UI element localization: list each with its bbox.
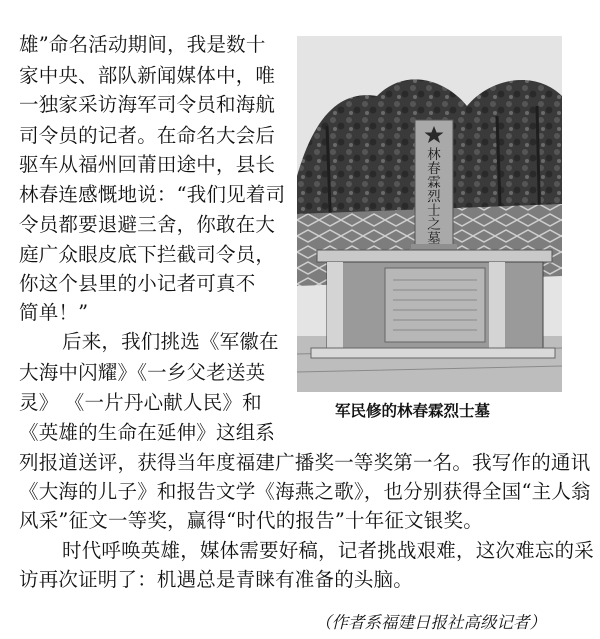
article-line-15: 列报道送评，获得当年度福建广播奖一等奖第一名。我写作的通讯	[19, 451, 591, 474]
article-line-14: 《英雄的生命在延伸》这组系	[19, 421, 276, 444]
article-line-13: 灵》 《一片丹心献人民》和	[19, 391, 262, 414]
article-line-5: 驱车从福州回莆田途中，县长	[19, 153, 276, 176]
monument-inscription: 林春霖烈士之墓	[427, 147, 441, 247]
article-line-11: 后来，我们挑选《军徽在	[62, 330, 279, 353]
article-line-7: 令员都要退避三舍，你敢在大	[19, 213, 276, 236]
memorial-photo	[297, 36, 562, 392]
author-byline: （作者系福建日报社高级记者）	[315, 613, 546, 632]
article-line-3: 一独家采访海军司令员和海航	[19, 93, 276, 116]
article-line-19: 访再次证明了：机遇总是青睐有准备的头脑。	[19, 568, 414, 591]
article-line-2: 家中央、部队新闻媒体中，唯	[19, 64, 276, 87]
article-line-1: 雄”命名活动期间，我是数十	[19, 33, 266, 56]
article-line-10: 简单！”	[19, 301, 89, 324]
article-line-8: 庭广众眼皮底下拦截司令员，	[19, 243, 276, 266]
article-line-12: 大海中闪耀》《一乡父老送英	[19, 361, 266, 384]
article-line-18: 时代呼唤英雄，媒体需要好稿，记者挑战艰难，这次难忘的采	[62, 539, 594, 562]
article-line-16: 《大海的儿子》和报告文学《海燕之歌》，也分别获得全国“主人翁	[19, 480, 591, 503]
photo-caption: 军民修的林春霖烈士墓	[335, 401, 491, 420]
article-line-4: 司令员的记者。在命名大会后	[19, 124, 276, 147]
article-line-17: 风采”征文一等奖，赢得“时代的报告”十年征文银奖。	[19, 509, 483, 532]
article-line-6: 林春连感慨地说：“我们见着司	[19, 183, 286, 206]
article-line-9: 你这个县里的小记者可真不	[19, 272, 256, 295]
